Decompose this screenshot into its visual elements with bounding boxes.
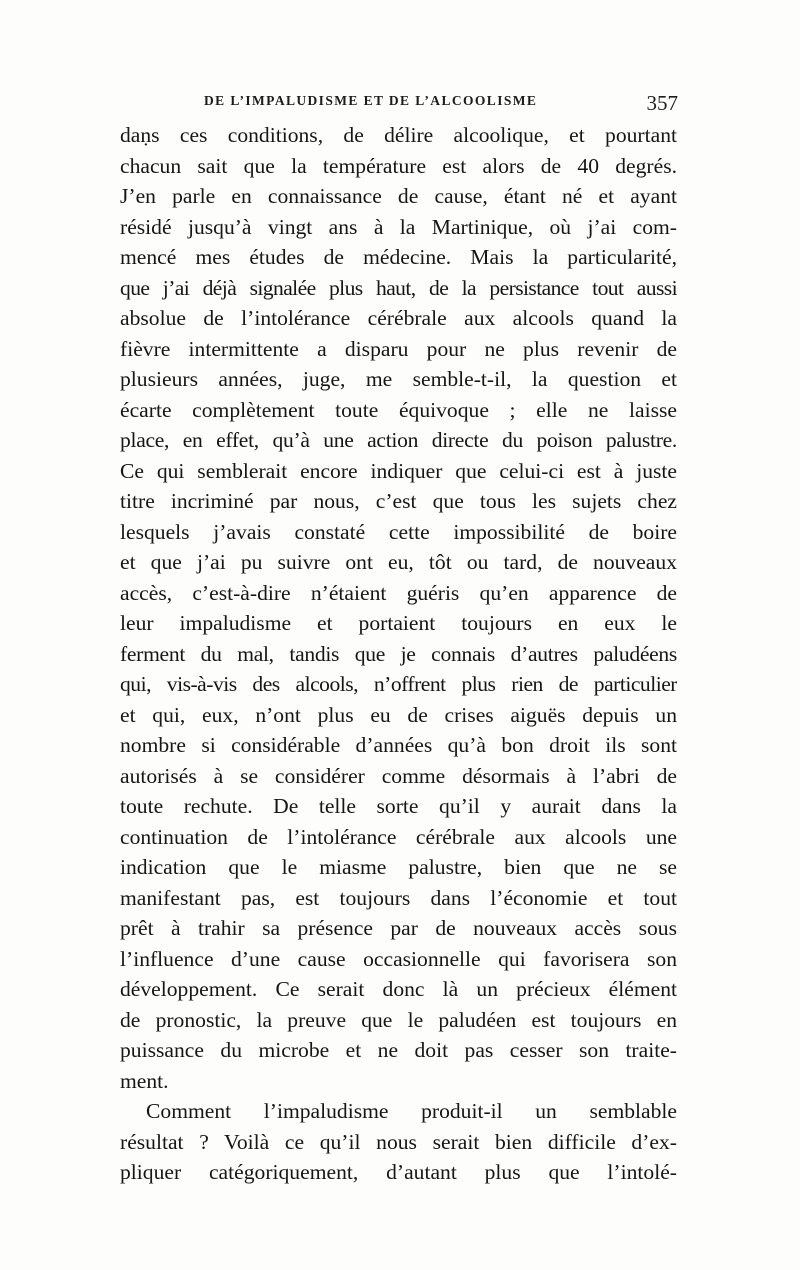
text-line: de pronostic, la preuve que le paludéen est toujours en [120, 1007, 677, 1032]
text-line: absolue de l’intolérance cérébrale aux alcools quand la [120, 306, 677, 330]
text-line: J’en parle en connaissance de cause, étant né et ayant [120, 184, 677, 208]
text-line: puissance du microbe et ne doit pas cesser son traite- [120, 1038, 677, 1062]
text-line: et qui, eux, n’ont plus eu de crises aiguës depuis un [120, 702, 677, 727]
text-line: plusieurs années, juge, me semble-t-il, la question et [120, 367, 677, 391]
text-line: autorisés à se considérer comme désormais à l’abri de [120, 763, 677, 788]
text-line: leur impaludisme et portaient toujours en eux le [120, 611, 677, 635]
page-number: 357 [646, 91, 678, 115]
running-title: DE L’IMPALUDISME ET DE L’ALCOOLISME [204, 93, 538, 108]
text-line: lesquels j’avais constaté cette impossibilité de boire [120, 519, 677, 544]
body-text [120, 120, 677, 1188]
text-line: pliquer catégoriquement, d’autant plus que l’intolé- [120, 1160, 677, 1184]
text-line: résidé jusqu’à vingt ans à la Martinique, où j’ai com- [120, 214, 677, 239]
text-line: qui, vis-à-vis des alcools, n’offrent plus rien de particulier [120, 672, 677, 696]
text-line: que j’ai déjà signalée plus haut, de la persistance tout aussi [120, 275, 677, 300]
text-line: Comment l’impaludisme produit-il un semblable [146, 1099, 677, 1123]
text-line: place, en effet, qu’à une action directe du poison palustre. [120, 428, 677, 452]
text-line: toute rechute. De telle sorte qu’il y aurait dans la [120, 794, 677, 818]
text-line: Ce qui semblerait encore indiquer que celui-ci est à juste [120, 458, 677, 483]
text-line: écarte complètement toute équivoque ; elle ne laisse [120, 397, 677, 422]
text-line: développement. Ce serait donc là un précieux élément [120, 977, 677, 1001]
text-line: prêt à trahir sa présence par de nouveaux accès sous [120, 916, 677, 940]
text-line: manifestant pas, est toujours dans l’économie et tout [120, 885, 677, 910]
text-line: continuation de l’intolérance cérébrale aux alcools une [120, 824, 677, 849]
text-line: fièvre intermittente a disparu pour ne plus revenir de [120, 336, 677, 361]
text-line: nombre si considérable d’années qu’à bon droit ils sont [120, 733, 677, 757]
text-line: titre incriminé par nous, c’est que tous les sujets chez [120, 489, 677, 513]
text-line: ment. [120, 1068, 169, 1093]
text-line: daṇs ces conditions, de délire alcoolique, et pourtant [120, 123, 677, 147]
text-line: mencé mes études de médecine. Mais la particularité, [120, 245, 677, 269]
text-line: l’influence d’une cause occasionnelle qui favorisera son [120, 946, 677, 971]
text-line: indication que le miasme palustre, bien que ne se [120, 855, 677, 879]
text-line: résultat ? Voilà ce qu’il nous serait bien difficile d’ex- [120, 1129, 677, 1154]
text-line: et que j’ai pu suivre ont eu, tôt ou tard, de nouveaux [120, 550, 677, 574]
text-line: accès, c’est-à-dire n’étaient guéris qu’en apparence de [120, 580, 677, 605]
text-line: chacun sait que la température est alors de 40 degrés. [120, 153, 677, 178]
running-head [118, 91, 678, 115]
text-line: ferment du mal, tandis que je connais d’autres paludéens [120, 641, 677, 666]
